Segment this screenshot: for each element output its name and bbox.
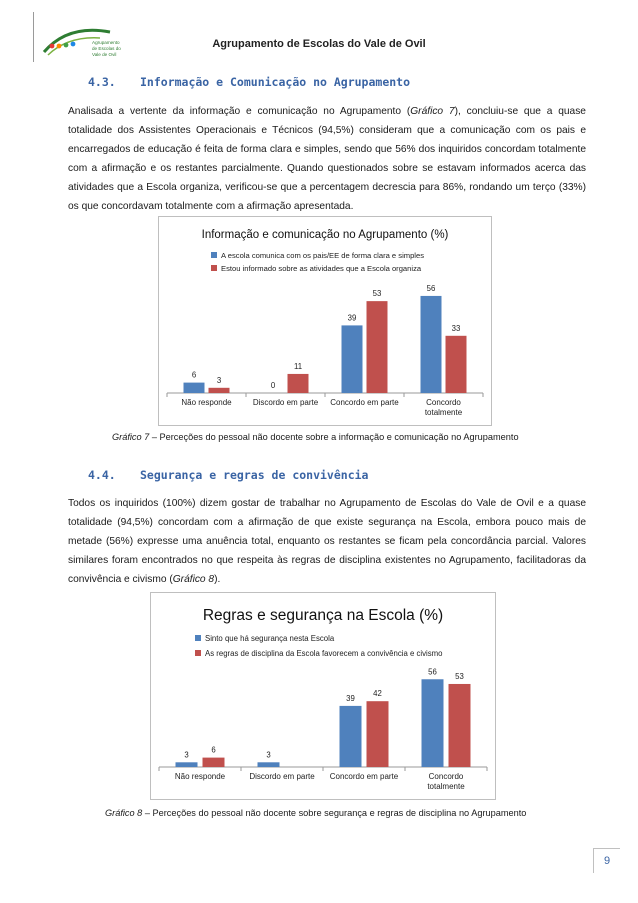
bar: [184, 383, 205, 393]
legend-swatch: [211, 265, 217, 271]
x-tick-label: Não responde: [174, 772, 226, 781]
bar: [203, 758, 225, 767]
data-label: 6: [211, 745, 216, 755]
data-label: 56: [428, 667, 437, 677]
data-label: 53: [372, 289, 382, 299]
caption-label: Gráfico 8: [105, 808, 143, 818]
paragraph-text: ), concluiu-se que a quase totalidade dos Assistentes Operacionais e Técnicos (94,5%) consideram que a comunicação com os pais e encarregados de educação é feita de forma clara e simples, sendo que 56% dos inquiridos concordam totalmente com a afirmação e os restantes parcialmente. Quando questionados sobre se estavam informados acerca das atividades que a Escola organiza, verificou-se que a percentagem decrescia para 86%, rondando um terço (33%) os que concordavam totalmente com a afirmação apresentada.: [68, 106, 586, 212]
data-label: 0: [270, 381, 276, 390]
paragraph-text: Analisada a vertente da informação e comunicação no Agrupamento (: [68, 106, 411, 117]
bar: [209, 388, 230, 393]
data-label: 42: [373, 689, 382, 699]
bar: [342, 325, 363, 393]
bar: [449, 684, 471, 767]
data-label: 3: [266, 750, 271, 760]
x-tick-label: Discordo em parte: [252, 398, 319, 407]
x-tick-label: Discordo em parte: [249, 772, 315, 781]
paragraph-text: Todos os inquiridos (100%) dizem gostar de trabalhar no Agrupamento de Escolas do Vale de Ovil e a quase totalidade (94,5%) concordam com a afirmação de que existe segurança na Escola, embora pouco mais de metade (56%) expresse uma anuência total, enquanto os restantes se ficam pela concordância parcial. Valores similares foram encontrados no que respeita às regras de disciplina existentes no Agrupamento, facilitadoras da convivência e civismo (: [68, 498, 586, 585]
legend-swatch: [195, 650, 201, 656]
chart-box-2: [150, 592, 496, 800]
data-label: 3: [184, 750, 189, 760]
legend-entry: Sinto que há segurança nesta Escola: [205, 634, 335, 643]
legend-entry: As regras de disciplina da Escola favorecem a convivência e civismo: [205, 649, 443, 658]
data-label: 33: [451, 323, 461, 333]
bar: [367, 701, 389, 767]
caption-label: Gráfico 7: [112, 432, 150, 442]
data-label: 6: [191, 370, 197, 380]
paragraph-text: ).: [214, 574, 221, 585]
bar: [421, 296, 442, 393]
section-heading-4-4: [88, 468, 368, 482]
x-tick-label: Não responde: [181, 398, 232, 407]
header-divider-line: [33, 12, 34, 62]
section-number: 4.3.: [88, 75, 116, 89]
x-tick-label: Concordo em parte: [329, 772, 399, 781]
logo-text-line-1: Agrupamento: [92, 40, 120, 45]
data-label: 39: [347, 313, 357, 323]
bar: [367, 301, 388, 393]
caption-chart-7: [112, 432, 519, 442]
header-title: Agrupamento de Escolas do Vale de Ovil: [212, 38, 426, 50]
chart-title: Informação e comunicação no Agrupamento (%): [201, 229, 449, 241]
chart-rules-security: [151, 593, 495, 799]
caption-chart-8: [105, 808, 526, 818]
section-title: Informação e Comunicação no Agrupamento: [140, 75, 411, 89]
x-tick-label: totalmente: [424, 408, 463, 417]
bar: [422, 679, 444, 767]
logo-text-line-2: de Escolas do: [92, 46, 121, 51]
legend-entry: Estou informado sobre as atividades que a Escola organiza: [221, 264, 422, 273]
chart-title: Regras e segurança na Escola (%): [202, 607, 444, 624]
section-number: 4.4.: [88, 468, 116, 482]
caption-text: – Perceções do pessoal não docente sobre a informação e comunicação no Agrupamento: [149, 432, 519, 442]
x-tick-label: Concordo: [426, 398, 461, 407]
bar: [258, 762, 280, 767]
chart-reference: Gráfico 8: [172, 574, 215, 585]
logo-text-line-3: Vale de Ovil: [92, 52, 117, 57]
bar: [446, 336, 467, 393]
caption-text: – Perceções do pessoal não docente sobre segurança e regras de disciplina no Agrupamento: [142, 808, 527, 818]
data-label: 11: [293, 361, 303, 371]
section-title: Segurança e regras de convivência: [140, 468, 369, 482]
data-label: 3: [216, 375, 222, 385]
legend-entry: A escola comunica com os pais/EE de forma clara e simples: [221, 251, 425, 260]
legend-swatch: [195, 635, 201, 641]
bar: [176, 762, 198, 767]
data-label: 56: [426, 283, 436, 293]
x-tick-label: totalmente: [427, 782, 465, 791]
bar: [340, 706, 362, 767]
page-number: 9: [593, 848, 620, 873]
chart-information-communication: [159, 217, 491, 425]
paragraph-security: [68, 494, 586, 589]
x-tick-label: Concordo em parte: [330, 398, 399, 407]
chart-reference: Gráfico 7: [410, 106, 455, 117]
section-heading-4-3: [88, 75, 410, 89]
x-tick-label: Concordo: [428, 772, 464, 781]
data-label: 53: [455, 671, 464, 681]
data-label: 39: [346, 693, 355, 703]
bar: [288, 374, 309, 393]
chart-box-1: [158, 216, 492, 426]
legend-swatch: [211, 252, 217, 258]
paragraph-information: [68, 102, 586, 216]
